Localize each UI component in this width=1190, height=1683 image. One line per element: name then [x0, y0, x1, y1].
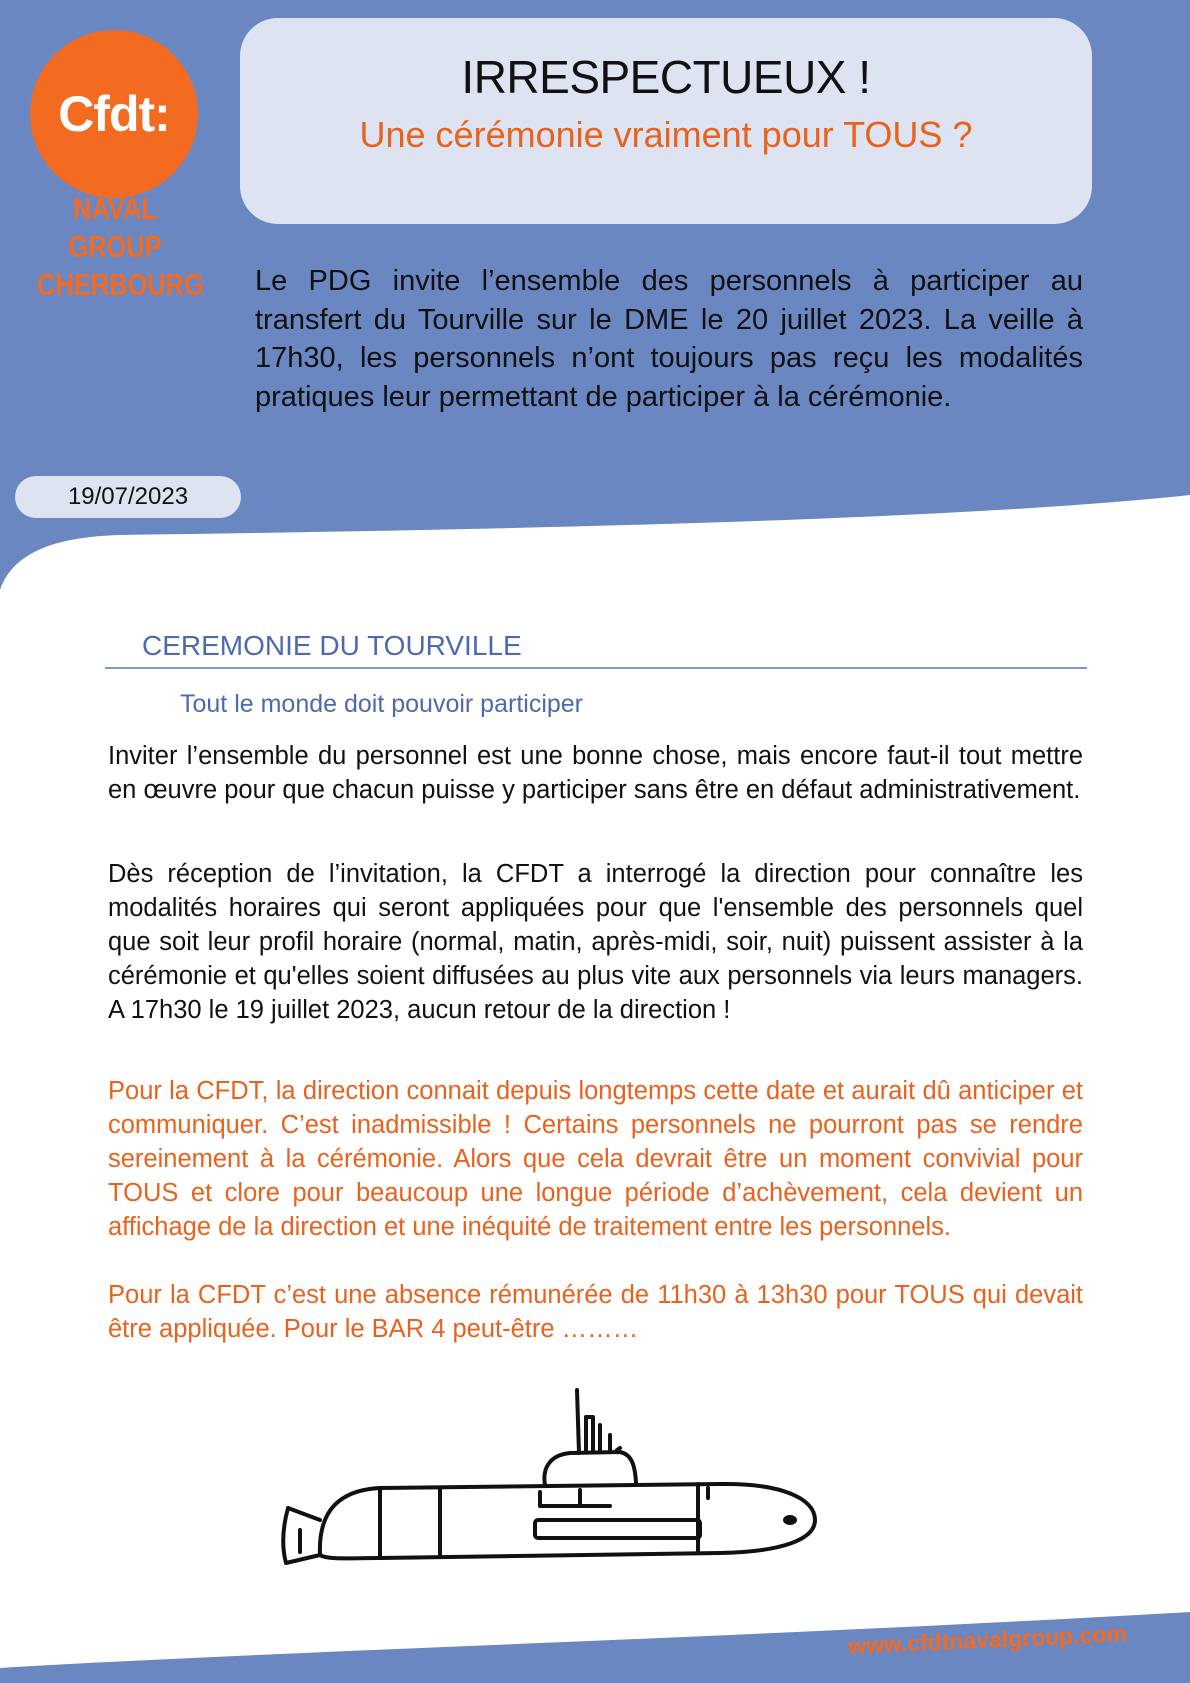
org-line-1: NAVAL GROUP [68, 191, 162, 264]
title-panel [240, 18, 1092, 224]
paragraph-cfdt-position: Pour la CFDT, la direction connait depuis longtemps cette date et aurait dû anticiper et communiquer. C’est inadmissible ! Certains personnels ne pourront pas se rendre sereinement à la cérémonie. Alors que cela devrait être un moment convivial pour TOUS et clore pour beaucoup une longue période d’achèvement, cela devient un affichage de la direction et une inéquité de traitement entre les personnels. [108, 1077, 1083, 1241]
intro-paragraph: Le PDG invite l’ensemble des personnels à participer au transfert du Tourville sur le DME le 20 juillet 2023. La veille à 17h30, les personnels n’ont toujours pas reçu les modalités pratiques leur permettant de participer à la cérémonie. [255, 265, 1083, 413]
organization-name [37, 190, 204, 304]
paragraph-inquiry: Dès réception de l’invitation, la CFDT a interrogé la direction pour connaître les modalités horaires qui seront appliquées pour que l'ensemble des personnels quel que soit leur profil horaire (normal, matin, après-midi, soir, nuit) puissent assister à la cérémonie et qu'elles soient diffusées au plus vite aux personnels via leurs managers. A 17h30 le 19 juillet 2023, aucun retour de la direction ! [108, 860, 1083, 1024]
paragraph-invitation: Inviter l’ensemble du personnel est une bonne chose, mais encore faut-il tout mettre en œuvre pour que chacun puisse y participer sans être en défaut administrativement. [108, 742, 1083, 804]
section-divider [105, 667, 1087, 669]
submarine-icon [280, 1380, 840, 1590]
org-line-2: CHERBOURG [37, 267, 204, 302]
cfdt-logo [30, 30, 198, 198]
section-subtitle: Tout le monde doit pouvoir participer [180, 690, 584, 718]
section-title: CEREMONIE DU TOURVILLE [142, 630, 522, 661]
website-link[interactable]: www.cfdtnavalgroup.com [847, 1620, 1128, 1659]
paragraph-cfdt-demand: Pour la CFDT c’est une absence rémunérée de 11h30 à 13h30 pour TOUS qui devait être appliquée. Pour le BAR 4 peut-être ……… [108, 1281, 1083, 1343]
page-subtitle: Une cérémonie vraiment pour TOUS ? [359, 114, 973, 155]
page-title: IRRESPECTUEUX ! [461, 51, 871, 103]
date-badge: 19/07/2023 [15, 476, 241, 518]
logo-text: Cfdt: [58, 86, 170, 142]
